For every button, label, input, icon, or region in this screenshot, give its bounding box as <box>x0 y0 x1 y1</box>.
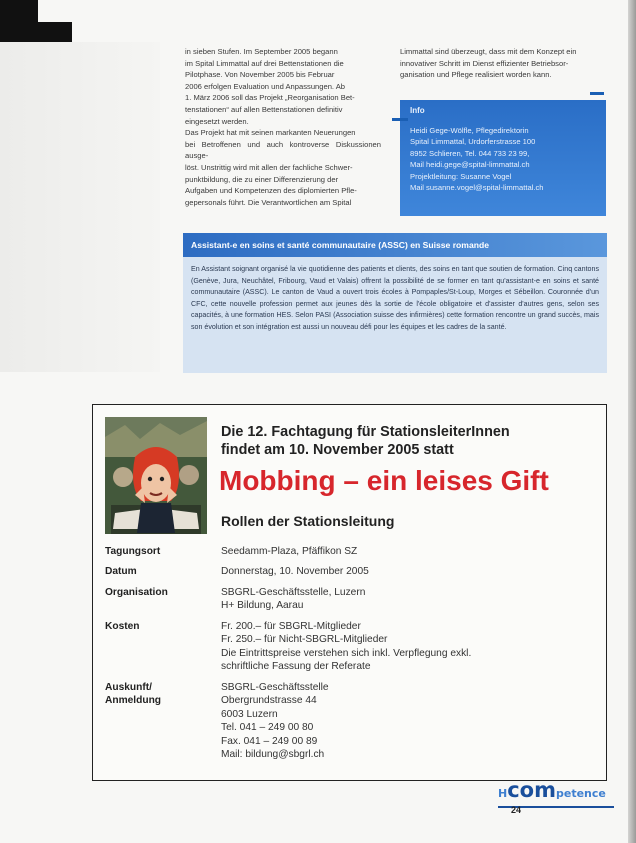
detail-label: Kosten <box>105 621 140 632</box>
logo-prefix: H <box>498 787 508 800</box>
event-flyer <box>92 404 607 781</box>
flyer-subtitle-line: Die 12. Fachtagung für StationsleiterInnen <box>221 424 510 440</box>
info-box <box>400 100 606 216</box>
info-line: Heidi Gege-Wölfle, Pflegedirektorin <box>410 126 529 135</box>
article-line: punktbildung, die zu einer Differenzierung der <box>185 174 339 184</box>
detail-line: Donnerstag, 10. November 2005 <box>221 566 369 577</box>
logo-main: com <box>507 778 556 802</box>
article-line: 1. März 2006 soll das Projekt „Reorganisation Bet- <box>185 93 355 103</box>
detail-line: Seedamm-Plaza, Pfäffikon SZ <box>221 546 358 557</box>
flyer-subtitle-line: findet am 10. November 2005 statt <box>221 442 454 458</box>
info-box-title: Info <box>410 106 425 115</box>
article-line: Das Projekt hat mit seinen markanten Neuerungen <box>185 128 356 138</box>
article-line: Pilotphase. Von November 2005 bis Februar <box>185 70 335 80</box>
detail-line: Fr. 250.– für Nicht-SBGRL-Mitglieder <box>221 634 388 646</box>
assc-box <box>183 233 607 373</box>
detail-value <box>221 620 601 674</box>
page-number: 24 <box>511 805 522 815</box>
detail-label: Datum <box>105 566 137 577</box>
article-line: innovativer Schritt im Dienst effizienter Betriebsor- <box>400 58 569 68</box>
flyer-topic: Rollen der Stationsleitung <box>221 513 395 529</box>
assc-text: En Assistant soignant organisé la vie quotidienne des patients et clients, des soins en tant que soutien de formation. Cinq cantons (Genève, Jura, Neuchâtel, Fribourg, Vaud et Valais) offrent la possibilité de se former en tant qu'assistant-e en soins et santé communautaire (ASSC). Le canton de Vaud a ouvert trois écoles à Pompaples/St-Loup, Morges et Sébeillon. Couronnée d'un CFC, cette nouvelle profession permet aux jeunes dès la sortie de l'école obligatoire et d'assister d'autres gens, selon ses capacités, à une formation HES. Selon PASI (Association suisse des infirmières) cette formation rencontre un grand succès, mais son évolution et son intégration est aussi un nouveau défi pour les équipes et les cadres de la santé. <box>191 265 599 331</box>
logo-suffix: petence <box>555 787 606 800</box>
detail-line: schriftliche Fassung der Referate <box>221 661 371 673</box>
article-column-right <box>400 46 600 86</box>
corner-mark-notch <box>38 0 72 22</box>
detail-line: Tel. 041 – 249 00 80 <box>221 722 314 734</box>
article-line: eingesetzt werden. <box>185 116 249 126</box>
detail-value <box>221 545 601 558</box>
assc-heading: Assistant-e en soins et santé communautaire (ASSC) en Suisse romande <box>183 233 607 257</box>
article-line: 2006 erfolgen Evaluation und Anpassungen. Ab <box>185 81 346 91</box>
flyer-title: Mobbing – ein leises Gift <box>219 465 549 496</box>
detail-line: Die Eintrittspreise verstehen sich inkl. Verpflegung exkl. <box>221 647 472 659</box>
article-line: ganisation und Pflege realisiert worden kann. <box>400 70 552 80</box>
detail-line: H+ Bildung, Aarau <box>221 600 304 612</box>
detail-value <box>221 586 601 613</box>
detail-label: Organisation <box>105 587 168 598</box>
info-email[interactable]: Mail susanne.vogel@spital-limmattal.ch <box>410 183 544 193</box>
page-edge-shadow <box>628 0 636 843</box>
info-line: Projektleitung: Susanne Vogel <box>410 171 512 181</box>
detail-label: Tagungsort <box>105 546 161 557</box>
article-line: bei Betroffenen und auch kontroverse Diskussionen ausge- <box>185 139 381 161</box>
column-end-marker <box>590 92 604 95</box>
mobbing-illustration <box>105 417 207 534</box>
article-line: im Spital Limmattal auf drei Bettenstationen die <box>185 58 344 68</box>
detail-line: Fr. 200.– für SBGRL-Mitglieder <box>221 621 361 632</box>
detail-value <box>221 681 601 761</box>
detail-line: SBGRL-Geschäftsstelle, Luzern <box>221 587 366 598</box>
detail-label-line: Anmeldung <box>105 695 162 707</box>
detail-value <box>221 565 601 578</box>
detail-line: SBGRL-Geschäftsstelle <box>221 682 329 693</box>
article-line: Limmattal sind überzeugt, dass mit dem Konzept ein <box>400 47 577 56</box>
detail-line: Fax. 041 – 249 00 89 <box>221 735 318 747</box>
article-line: Aufgaben und Kompetenzen des diplomierten Pfle- <box>185 186 357 196</box>
article-line: tenstationen“ auf allen Bettenstationen definitiv <box>185 104 343 114</box>
article-line: in sieben Stufen. Im September 2005 begann <box>185 47 338 56</box>
flyer-subtitle <box>221 423 510 459</box>
article-line: löst. Unstrittig wird mit allen der fachliche Schwer- <box>185 162 353 172</box>
info-email[interactable]: Mail heidi.gege@spital-limmattal.ch <box>410 160 530 170</box>
detail-label-line: Auskunft/ <box>105 682 152 693</box>
detail-line: Obergrundstrasse 44 <box>221 695 317 707</box>
article-column-left <box>185 46 381 224</box>
competence-logo <box>498 778 606 802</box>
detail-line: 6003 Luzern <box>221 708 278 720</box>
info-line: Spital Limmattal, Urdorferstrasse 100 <box>410 137 536 147</box>
article-line: gepersonals führt. Die Verantwortlichen am Spital <box>185 197 352 207</box>
contact-email-link[interactable]: Mail: bildung@sbgrl.ch <box>221 749 325 761</box>
info-box-pointer <box>392 118 408 121</box>
info-line: 8952 Schlieren, Tel. 044 733 23 99, <box>410 148 530 158</box>
detail-label <box>105 681 205 708</box>
left-margin-shade <box>0 42 160 372</box>
